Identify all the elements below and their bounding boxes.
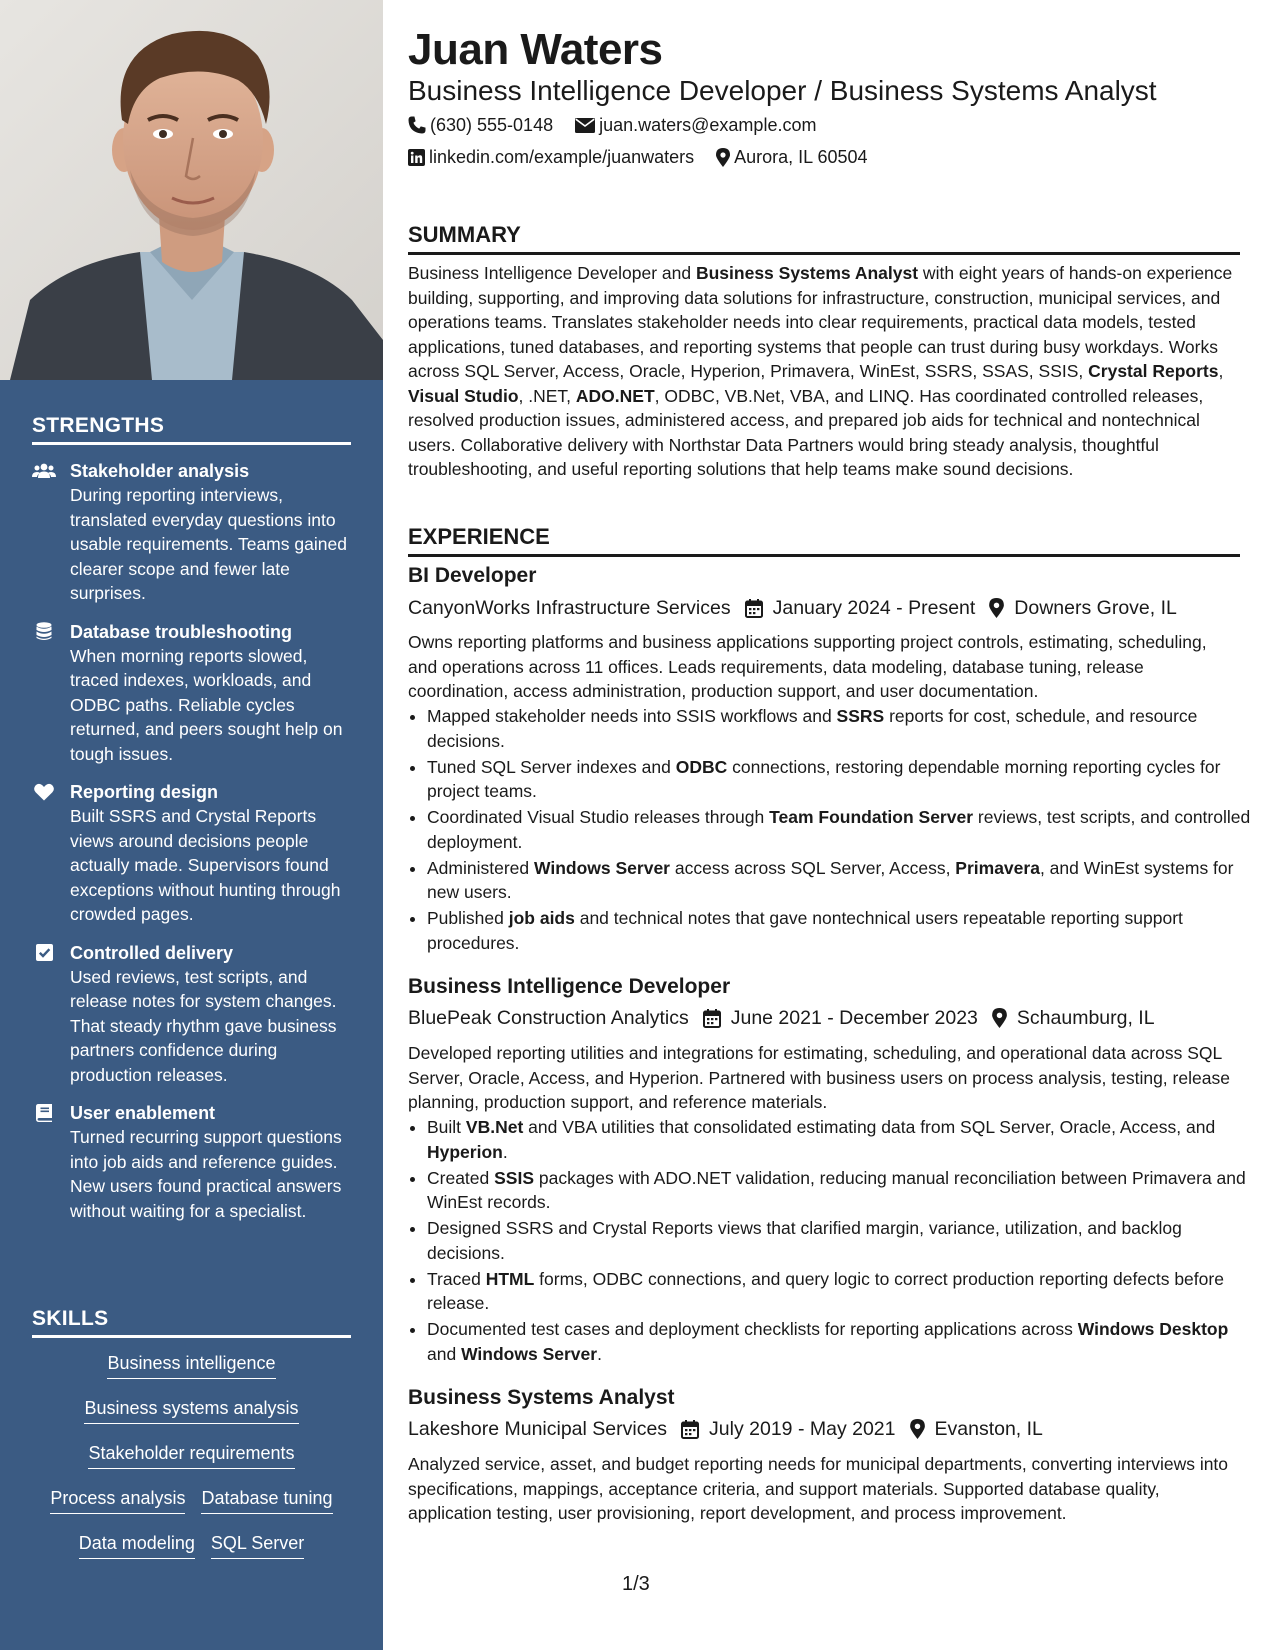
- job-bullet: • Traced HTML forms, ODBC connections, and query logic to correct production reporting defects before release.: [427, 1267, 1259, 1316]
- job-bullet: • Coordinated Visual Studio releases through Team Foundation Server reviews, test scripts, and controlled deployment.: [427, 805, 1259, 854]
- job-title: BI Developer: [408, 564, 537, 587]
- job-company: BluePeak Construction Analytics: [408, 1007, 689, 1029]
- job-bullet: • Created SSIS packages with ADO.NET validation, reducing manual reconciliation between Primavera and WinEst records.: [427, 1166, 1259, 1215]
- calendar-icon: [681, 1420, 699, 1439]
- strength-desc: Turned recurring support questions into job aids and reference guides. New users found practical answers without waiting for a specialist.: [70, 1127, 342, 1221]
- skills-list: [32, 1352, 351, 1577]
- job-location: Schaumburg, IL: [992, 1005, 1155, 1031]
- phone-text: (630) 555-0148: [430, 115, 554, 135]
- checkbox-icon: [32, 943, 56, 963]
- job-title: Business Intelligence Developer: [408, 975, 731, 998]
- candidate-name: Juan Waters: [408, 25, 663, 74]
- skill-tag: Stakeholder requirements: [88, 1442, 294, 1469]
- database-icon: [32, 622, 56, 642]
- email-contact[interactable]: [575, 114, 816, 136]
- strength-desc: Used reviews, test scripts, and release notes for system changes. That steady rhythm gave business partners confidence during production releases.: [70, 966, 337, 1085]
- profile-photo: [0, 0, 383, 380]
- strength-desc: When morning reports slowed, traced indexes, workloads, and ODBC paths. Reliable cycles returned, and peers sought help on tough issues.: [70, 645, 343, 764]
- skill-tag: Business intelligence: [107, 1352, 275, 1379]
- job-dates: July 2019 - May 2021: [681, 1416, 895, 1442]
- strength-title: Controlled delivery: [70, 942, 234, 963]
- skill-tag: Data modeling: [79, 1532, 195, 1559]
- job-company: CanyonWorks Infrastructure Services: [408, 597, 731, 619]
- contact-line: [408, 114, 838, 136]
- strength-title: User enablement: [70, 1103, 216, 1123]
- linkedin-icon: [408, 149, 425, 166]
- map-pin-icon: [989, 598, 1004, 618]
- skills-heading: SKILLS: [32, 1307, 351, 1338]
- strength-item: [32, 620, 351, 767]
- experience-heading: EXPERIENCE: [408, 523, 1240, 557]
- strength-title: Stakeholder analysis: [70, 461, 250, 481]
- email-text: juan.waters@example.com: [599, 115, 817, 135]
- strength-item: [32, 459, 351, 606]
- strength-title: Database troubleshooting: [70, 621, 293, 642]
- candidate-role: Business Intelligence Developer / Business Systems Analyst: [408, 75, 1157, 106]
- calendar-icon: [745, 599, 763, 618]
- job-bullet: • Administered Windows Server access across SQL Server, Access, Primavera, and WinEst systems for new users.: [427, 856, 1259, 905]
- job-description: Analyzed service, asset, and budget reporting needs for municipal departments, converting interviews into specifications, mappings, acceptance criteria, and support materials. Supported database quality, application testing, user provisioning, report development, and process improvement.: [408, 1454, 1229, 1523]
- strength-item: [32, 780, 351, 927]
- summary-text: Business Intelligence Developer and Business Systems Analyst with eight years of hands-on experience building, supporting, and improving data solutions for infrastructure, construction, municipal services, and operations teams. Translates stakeholder needs into clear requirements, practical data models, tested applications, tuned databases, and reporting systems that people can trust during busy workdays. Works across SQL Server, Access, Oracle, Hyperion, Primavera, WinEst, SSRS, SSAS, SSIS, Crystal Reports, Visual Studio, .NET, ADO.NET, ODBC, VB.Net, VBA, and LINQ. Has coordinated controlled releases, resolved production issues, administered access, and prepared job aids for technical and nontechnical users. Collaborative delivery with Northstar Data Partners would bring steady analysis, thoughtful troubleshooting, and useful reporting solutions that help teams make sound decisions.: [408, 263, 1233, 479]
- book-icon: [32, 1103, 56, 1123]
- strengths-heading: STRENGTHS: [32, 414, 351, 445]
- job-meta: [408, 1416, 1057, 1442]
- strengths-section: [32, 414, 351, 1223]
- job-dates: June 2021 - December 2023: [703, 1005, 978, 1031]
- heart-icon: [32, 782, 56, 802]
- job-description: Developed reporting utilities and integrations for estimating, scheduling, and operational data across SQL Server, Oracle, Access, and Hyperion. Partnered with business users on process analysis, testing, release planning, production support, and reference materials.: [408, 1043, 1230, 1112]
- phone-contact[interactable]: [408, 114, 553, 136]
- linkedin-contact[interactable]: [408, 146, 694, 168]
- strength-item: [32, 1101, 351, 1223]
- strength-desc: Built SSRS and Crystal Reports views around decisions people actually made. Supervisors found exceptions without hunting through crowded pages.: [70, 806, 341, 924]
- strength-title: Reporting design: [70, 782, 218, 802]
- linkedin-text: linkedin.com/example/juanwaters: [429, 147, 695, 167]
- strength-item: [32, 941, 351, 1088]
- job-title: Business Systems Analyst: [408, 1386, 675, 1409]
- users-icon: [32, 461, 56, 481]
- contact-line: [408, 146, 890, 168]
- calendar-icon: [703, 1009, 721, 1028]
- job-company: Lakeshore Municipal Services: [408, 1418, 668, 1440]
- job-bullet: • Tuned SQL Server indexes and ODBC connections, restoring dependable morning reporting cycles for project teams.: [427, 755, 1259, 804]
- page-number: 1/3: [622, 1573, 650, 1595]
- map-pin-icon: [910, 1419, 925, 1439]
- job-meta: [408, 1005, 1169, 1031]
- job-bullet: • Mapped stakeholder needs into SSIS workflows and SSRS reports for cost, schedule, and resource decisions.: [427, 704, 1259, 753]
- job-bullet: • Built VB.Net and VBA utilities that consolidated estimating data from SQL Server, Oracle, Access, and Hyperion.: [427, 1115, 1259, 1164]
- map-pin-icon: [716, 148, 730, 167]
- skills-section: [32, 1307, 351, 1577]
- phone-icon: [408, 116, 426, 134]
- location-contact: [716, 146, 867, 168]
- map-pin-icon: [992, 1008, 1007, 1028]
- summary-heading: SUMMARY: [408, 221, 1240, 255]
- skill-tag: SQL Server: [211, 1532, 304, 1559]
- envelope-icon: [575, 118, 595, 133]
- job-bullets: [408, 1115, 1259, 1368]
- strength-desc: During reporting interviews, translated everyday questions into usable requirements. Teams gained clearer scope and fewer late surprises.: [70, 485, 347, 603]
- sidebar: [0, 0, 383, 1650]
- job-location: Downers Grove, IL: [989, 595, 1177, 621]
- job-description: Owns reporting platforms and business applications supporting project controls, estimating, scheduling, and operations across 11 offices. Leads requirements, data modeling, database tuning, release coordination, access administration, production support, and user documentation.: [408, 632, 1207, 701]
- job-bullets: [408, 704, 1259, 957]
- job-location: Evanston, IL: [910, 1416, 1043, 1442]
- job-dates: January 2024 - Present: [745, 595, 976, 621]
- job-meta: [408, 595, 1191, 621]
- job-bullet: • Documented test cases and deployment checklists for reporting applications across Windows Desktop and Windows Server.: [427, 1317, 1259, 1366]
- job-bullet: • Designed SSRS and Crystal Reports views that clarified margin, variance, utilization, and backlog decisions.: [427, 1216, 1259, 1265]
- skill-tag: Process analysis: [50, 1487, 185, 1514]
- location-text: Aurora, IL 60504: [734, 147, 868, 167]
- job-bullet: • Published job aids and technical notes that gave nontechnical users repeatable reporting support procedures.: [427, 906, 1259, 955]
- skill-tag: Business systems analysis: [84, 1397, 298, 1424]
- skill-tag: Database tuning: [201, 1487, 332, 1514]
